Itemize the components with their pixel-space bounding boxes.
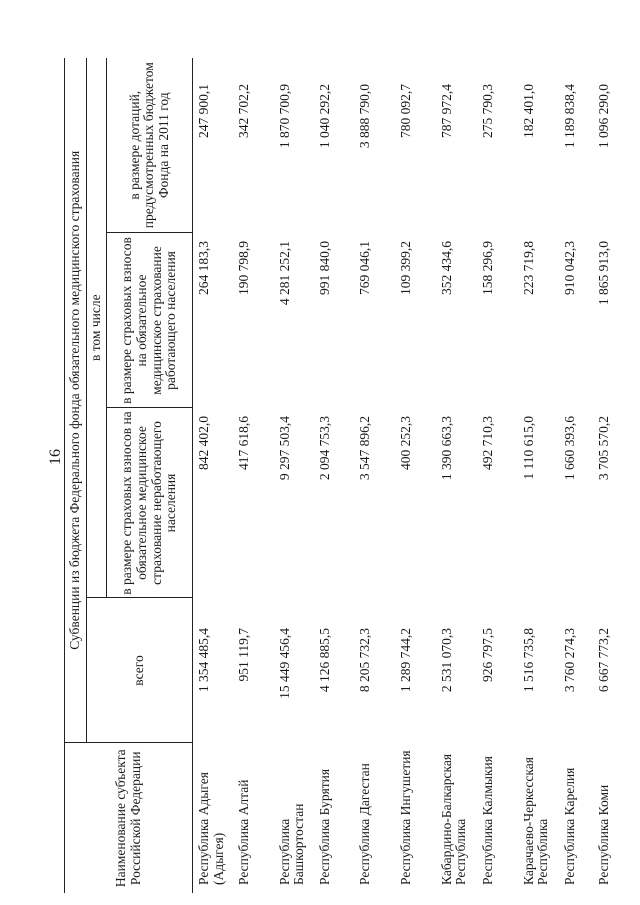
row-subsidies: 1 870 700,9 (276, 83, 292, 149)
row-subsidies: 1 040 292,2 (316, 83, 332, 149)
row-subject-name: Республика Коми (595, 784, 611, 885)
header-total: всего (87, 598, 193, 743)
table-row (274, 58, 314, 893)
row-working: 109 399,2 (397, 241, 413, 295)
rotated-table-container (64, 58, 611, 893)
row-non-working: 842 402,0 (196, 416, 211, 470)
row-working: 910 042,3 (561, 241, 577, 295)
row-working: 352 434,6 (438, 241, 454, 295)
row-working: 769 046,1 (356, 241, 372, 295)
row-subject-name: Карачаево-Черкесская Республика (520, 757, 551, 885)
row-non-working: 3 705 570,2 (595, 416, 611, 481)
row-subject-name: Республика Дагестан (356, 763, 372, 885)
row-non-working: 9 297 503,4 (276, 416, 292, 481)
row-total: 2 531 070,3 (438, 628, 454, 693)
row-subject-name: Республика Адыгея (Адыгея) (196, 772, 226, 885)
header-main-group: Субвенции из бюджета Федерального фонда обязательного медицинского страхования (65, 58, 87, 743)
row-total: 4 126 885,5 (316, 628, 332, 693)
row-non-working: 1 110 615,0 (520, 416, 536, 480)
row-non-working: 417 618,6 (235, 416, 251, 470)
row-subject-name: Республика Бурятия (316, 768, 332, 885)
row-total: 1 289 744,2 (397, 628, 413, 693)
row-subject-name: Кабардино-Балкарская Республика (438, 753, 469, 885)
header-including: в том числе (87, 58, 107, 598)
row-non-working: 492 710,3 (479, 416, 495, 470)
row-subsidies: 182 401,0 (520, 83, 536, 138)
row-total: 8 205 732,3 (356, 628, 372, 693)
row-total: 3 760 274,3 (561, 628, 577, 693)
header-non-working: в размере страховых взносов на обязательное медицинское страхование неработающего населения (107, 408, 193, 598)
row-working: 223 719,8 (520, 241, 536, 295)
row-total: 926 797,5 (479, 628, 495, 682)
row-subsidies: 787 972,4 (438, 83, 454, 138)
row-subsidies: 780 092,7 (397, 83, 413, 138)
row-non-working: 400 252,3 (397, 416, 413, 470)
row-total: 1 354 485,4 (196, 628, 211, 693)
subventions-table (64, 58, 629, 893)
table-row (233, 58, 274, 893)
table-row (395, 58, 436, 893)
row-non-working: 1 390 663,3 (438, 416, 454, 481)
row-working: 1 865 913,0 (595, 241, 611, 306)
row-subsidies: 247 900,1 (196, 83, 211, 138)
row-working: 190 798,9 (235, 241, 251, 295)
row-total: 951 119,7 (235, 628, 251, 682)
row-working: 264 183,3 (196, 241, 211, 295)
header-subject: Наименование субъекта Российской Федерации (65, 743, 193, 893)
table-row (477, 58, 518, 893)
row-subject-name: Республика Калмыкия (479, 756, 495, 885)
row-subsidies: 1 189 838,4 (561, 83, 577, 149)
table-row (593, 58, 629, 893)
row-subsidies: 342 702,2 (235, 83, 251, 138)
row-subsidies: 3 888 790,0 (356, 83, 372, 149)
row-subject-name: Республика Ингушетия (397, 750, 413, 885)
table-row (559, 58, 593, 893)
row-working: 4 281 252,1 (276, 241, 292, 306)
row-subsidies: 275 790,3 (479, 83, 495, 138)
header-subsidies: в размере дотаций, предусмотренных бюджетом Фонда на 2011 год (107, 58, 193, 233)
row-non-working: 3 547 896,2 (356, 416, 372, 481)
row-subsidies: 1 096 290,0 (595, 83, 611, 149)
header-row-1 (65, 58, 87, 893)
row-subject-name: Республика Алтай (235, 779, 251, 885)
row-working: 991 840,0 (316, 241, 332, 295)
table-row (518, 58, 559, 893)
row-total: 1 516 735,8 (520, 628, 536, 693)
row-non-working: 2 094 753,3 (316, 416, 332, 481)
page-number: 16 (47, 449, 64, 465)
table-row (354, 58, 395, 893)
row-total: 6 667 773,2 (595, 628, 611, 693)
row-subject-name: Республика Карелия (561, 767, 577, 885)
row-subject-name: Республика Башкортостан (276, 803, 307, 885)
row-non-working: 1 660 393,6 (561, 416, 577, 481)
table-row (436, 58, 477, 893)
table-row (314, 58, 354, 893)
header-working: в размере страховых взносов на обязательное медицинское страхование работающего населения (107, 233, 193, 408)
row-total: 15 449 456,4 (276, 628, 292, 699)
table-row (193, 58, 233, 893)
row-working: 158 296,9 (479, 241, 495, 295)
